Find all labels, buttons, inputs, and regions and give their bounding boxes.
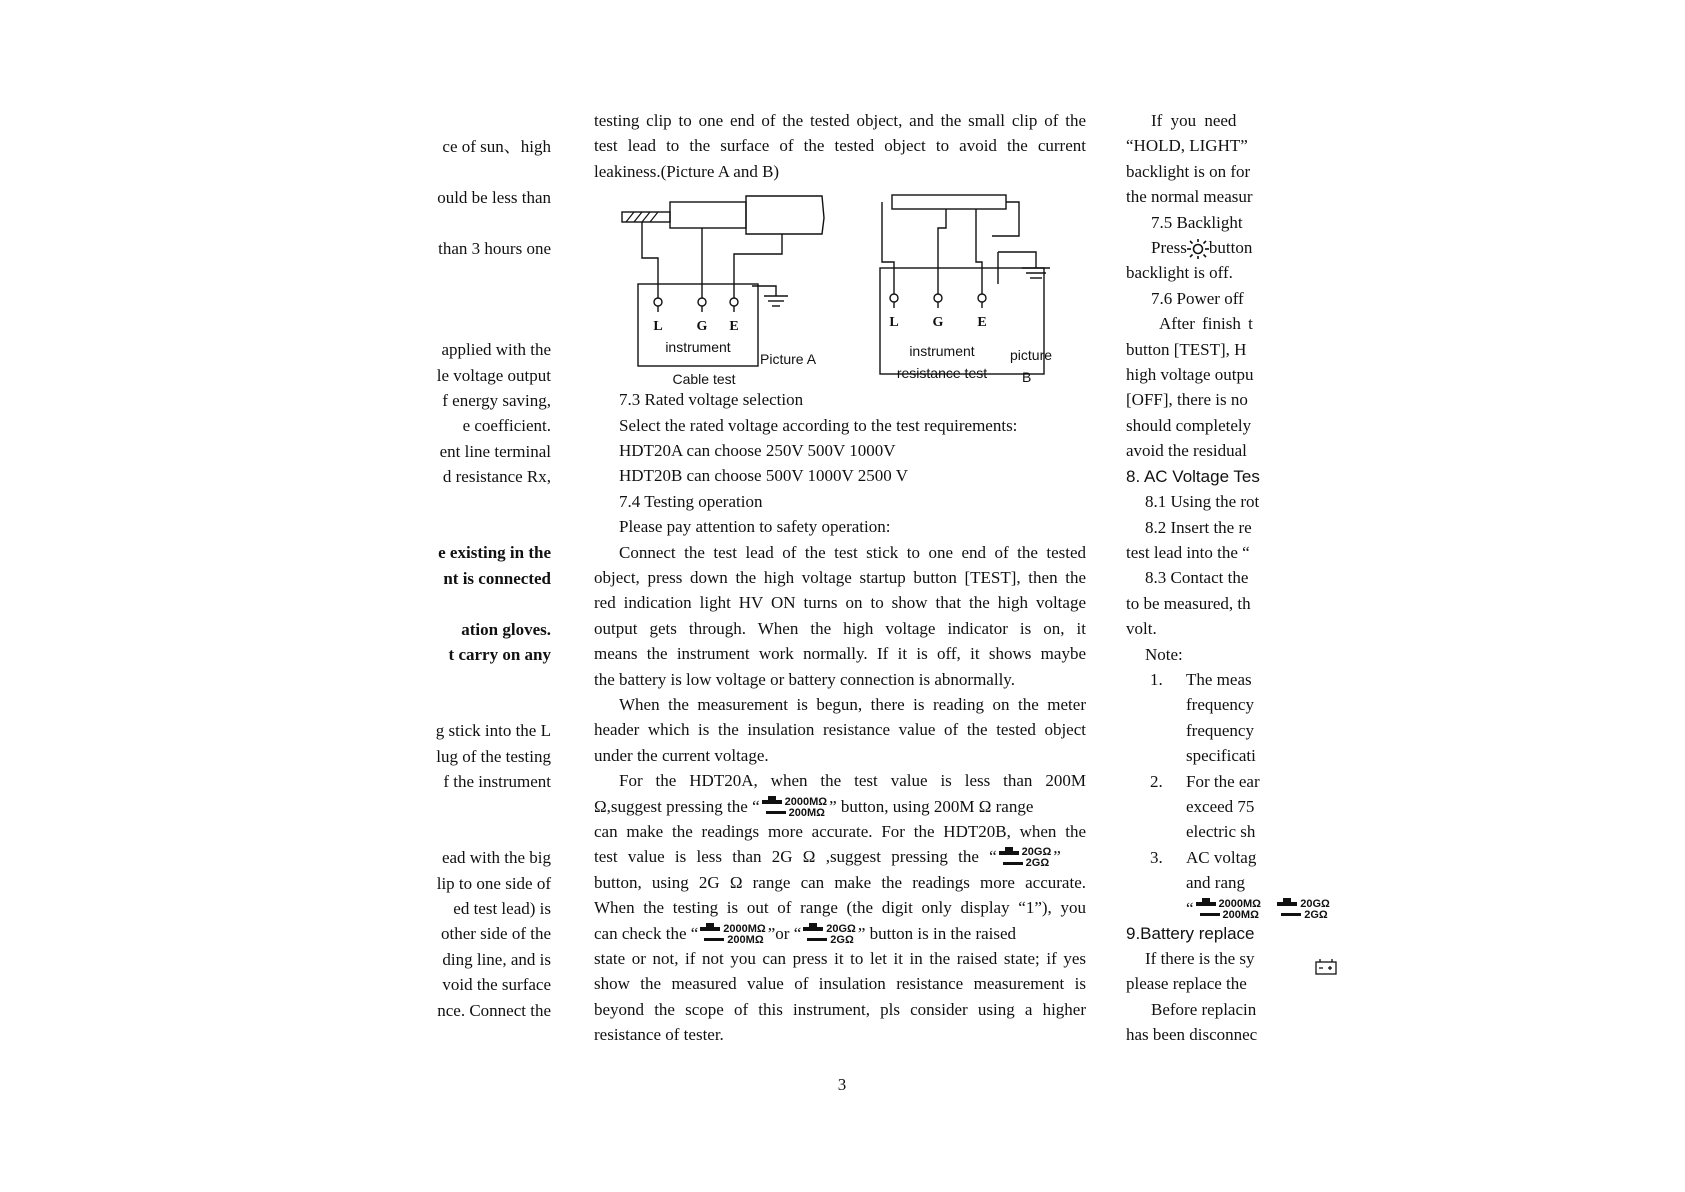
right-line: avoid the residual <box>1126 441 1247 461</box>
item-text: For the ear <box>1186 771 1260 791</box>
right-line <box>1126 235 1276 260</box>
text-fragment: Ω,suggest pressing the “ <box>594 796 760 816</box>
terminal-label: L <box>889 315 899 330</box>
instrument-label-a: instrument <box>665 339 731 355</box>
instrument-label-b: instrument <box>909 343 975 359</box>
paragraph-line: Connect the test lead of the test stick to one end of the tested <box>619 542 1086 562</box>
intro-line: test lead to the surface of the tested object to avoid the current <box>594 136 1086 156</box>
text-fragment: “ <box>1186 898 1194 918</box>
page-number: 3 <box>837 1075 847 1094</box>
backlight-sun-icon <box>1187 239 1209 259</box>
paragraph-line <box>594 921 1086 946</box>
blank-line <box>405 286 551 311</box>
right-line: After finish t <box>1159 314 1253 334</box>
btn-bottom-label: 2GΩ <box>830 933 854 946</box>
section-8-heading: 8. AC Voltage Tes <box>1126 466 1260 486</box>
blank-line <box>405 794 551 819</box>
text-fragment: ” button is in the raised <box>857 923 1017 943</box>
right-line: If there is the sy <box>1145 949 1255 968</box>
terminal-label: E <box>729 319 739 334</box>
intro-line: testing clip to one end of the tested object, and the small clip of the <box>594 111 1086 130</box>
paragraph-line: the battery is low voltage or battery connection is abnormally. <box>594 669 1015 689</box>
paragraph-line: resistance of tester. <box>594 1025 724 1045</box>
blank-line <box>405 261 551 286</box>
item-text: frequency <box>1186 695 1254 715</box>
cable-insulation <box>670 202 746 228</box>
section-7-3-line: HDT20B can choose 500V 1000V 2500 V <box>619 466 908 486</box>
item-number: 3. <box>1150 847 1163 867</box>
paragraph-line: object, press down the high voltage startup button [TEST], then the <box>594 568 1086 588</box>
range-button-icon-2g <box>803 924 856 946</box>
right-line: “HOLD, LIGHT” <box>1126 136 1248 156</box>
right-line: [OFF], there is no <box>1126 390 1248 410</box>
section-7-4-line: Please pay attention to safety operation: <box>619 517 891 537</box>
right-line: backlight is on for <box>1126 161 1251 181</box>
item-text: exceed 75 <box>1186 796 1255 816</box>
btn-top-label: 2000MΩ <box>784 795 828 808</box>
intro-line: leakiness.(Picture A and B) <box>594 161 780 181</box>
paragraph-line: header which is the insulation resistance value of the tested object <box>594 720 1086 740</box>
btn-bottom-label: 2GΩ <box>1025 857 1050 870</box>
paragraph-line: When the measurement is begun, there is reading on the meter <box>619 694 1086 714</box>
btn-bottom-label: 200MΩ <box>1222 908 1259 921</box>
paragraph-line <box>594 844 1086 869</box>
note-label: Note: <box>1145 644 1183 664</box>
terminal-label: G <box>696 319 708 334</box>
left-line: e coefficient. <box>462 416 551 436</box>
left-line: ent line terminal <box>439 441 551 461</box>
item-number: 1. <box>1150 669 1163 689</box>
blank-line <box>405 312 551 337</box>
right-line: should completely <box>1126 415 1252 435</box>
right-line: 8.1 Using the rot <box>1145 492 1260 512</box>
paragraph-line: state or not, if not you can press it to let it in the raised state; if yes <box>594 948 1086 968</box>
text-fragment: ” button, using 200M Ω range <box>829 796 1034 816</box>
left-line: lip to one side of <box>436 873 551 893</box>
section-9-heading: 9.Battery replace <box>1126 923 1255 943</box>
picture-a-label: Picture A <box>760 351 817 367</box>
range-button-icon-200m <box>700 924 765 946</box>
blank-line <box>405 820 551 845</box>
text-fragment: Press <box>1151 238 1187 258</box>
left-line: ead with the big <box>441 848 551 868</box>
right-line: backlight is off. <box>1126 263 1233 283</box>
right-line: has been disconnec <box>1126 1025 1258 1045</box>
left-line: le voltage output <box>436 365 551 385</box>
btn-bottom-label: 200MΩ <box>788 806 825 819</box>
right-line: If you need <box>1151 111 1237 130</box>
section-7-3-title: 7.3 Rated voltage selection <box>619 390 804 410</box>
item-text: electric sh <box>1186 822 1256 842</box>
left-line: void the surface <box>442 975 551 995</box>
text-fragment: test value is less than 2G Ω ,suggest pressing the “ <box>594 847 997 867</box>
section-7-3-line: HDT20A can choose 250V 500V 1000V <box>619 441 896 460</box>
range-button-icon-2g <box>1277 899 1330 921</box>
left-line: ed test lead) is <box>453 899 551 918</box>
paragraph-line: means the instrument work normally. If it is off, it shows maybe <box>594 644 1086 664</box>
terminal-label: E <box>977 315 987 330</box>
left-line: other side of the <box>441 924 551 944</box>
paragraph-line: For the HDT20A, when the test value is less than 200M <box>619 771 1086 791</box>
text-fragment: ” <box>1053 847 1061 867</box>
right-line: to be measured, th <box>1126 593 1251 613</box>
btn-top-label: 2000MΩ <box>1218 897 1261 910</box>
right-line: the normal measur <box>1126 187 1253 207</box>
blank-line <box>405 693 551 718</box>
terminal-label: L <box>653 319 663 334</box>
left-line: t carry on any <box>448 645 551 664</box>
blank-line <box>405 210 551 235</box>
left-line: f the instrument <box>443 772 551 791</box>
paragraph-line: show the measured value of insulation resistance measurement is <box>594 974 1086 994</box>
paragraph-line: button, using 2G Ω range can make the readings more accurate. <box>594 872 1086 892</box>
cable-test-caption: Cable test <box>672 371 736 387</box>
item-text: The meas <box>1186 669 1252 689</box>
wiring-diagram <box>612 188 1072 388</box>
right-line: 8.3 Contact the <box>1145 568 1249 588</box>
range-button-icon-2g <box>999 847 1052 869</box>
note-item-1 <box>1126 667 1276 692</box>
right-line: 8.2 Insert the re <box>1145 517 1252 537</box>
text-fragment: button <box>1208 238 1253 258</box>
right-line: please replace the <box>1126 974 1247 994</box>
blank-line <box>405 515 551 540</box>
paragraph-line: red indication light HV ON turns on to show that the high voltage <box>594 593 1086 613</box>
battery-icon <box>1315 958 1337 976</box>
blank-line <box>405 159 551 184</box>
right-line: Before replacin <box>1151 999 1257 1019</box>
note-item-2 <box>1126 769 1276 794</box>
paragraph-line: under the current voltage. <box>594 745 769 765</box>
left-line: nce. Connect the <box>437 1000 551 1020</box>
text-fragment: can check the “ <box>594 923 699 943</box>
picture-b-label: picture <box>1010 347 1053 363</box>
left-line: f energy saving, <box>442 390 551 410</box>
resistance-test-caption: resistance test <box>896 365 988 381</box>
btn-bottom-label: 2GΩ <box>1304 908 1328 921</box>
btn-top-label: 20GΩ <box>1300 897 1330 910</box>
cable-sheath <box>746 196 824 234</box>
btn-top-label: 20GΩ <box>1021 846 1052 859</box>
text-fragment: ”or “ <box>767 923 802 943</box>
note-item-3 <box>1126 845 1276 870</box>
item-text: frequency <box>1186 720 1254 740</box>
left-line: ation gloves. <box>461 619 551 639</box>
item-text: specificati <box>1186 746 1256 766</box>
left-line: applied with the <box>441 340 551 360</box>
paragraph-line: beyond the scope of this instrument, pls consider using a higher <box>594 999 1086 1019</box>
left-line: g stick into the L <box>435 721 551 741</box>
range-button-icon-200m <box>762 797 827 819</box>
terminal-label: G <box>932 315 944 330</box>
btn-top-label: 2000MΩ <box>723 922 766 935</box>
button-icons-line <box>1126 896 1330 921</box>
blank-line <box>405 667 551 692</box>
left-line: ce of sun、high <box>442 137 551 156</box>
right-column <box>1126 108 1330 1048</box>
left-line: ould be less than <box>437 187 551 207</box>
left-line: ding line, and is <box>442 949 551 969</box>
section-7-5-title: 7.5 Backlight <box>1151 212 1243 232</box>
paragraph-line: output gets through. When the high voltage indicator is on, it <box>594 618 1086 638</box>
paragraph-line <box>594 794 1086 819</box>
right-line: high voltage outpu <box>1126 365 1254 385</box>
tested-object-b <box>892 195 1006 209</box>
btn-bottom-label: 200MΩ <box>727 933 764 946</box>
left-line: lug of the testing <box>436 746 551 766</box>
left-line: d resistance Rx, <box>442 467 551 487</box>
blank-line <box>405 490 551 515</box>
btn-top-label: 20GΩ <box>826 922 856 935</box>
section-7-6-title: 7.6 Power off <box>1151 288 1244 308</box>
item-text: AC voltag <box>1186 847 1257 867</box>
item-text: and rang <box>1186 873 1246 893</box>
paragraph-line: When the testing is out of range (the digit only display “1”), you <box>594 898 1086 918</box>
section-7-4-title: 7.4 Testing operation <box>619 491 763 511</box>
range-button-icon-200m <box>1196 899 1261 921</box>
left-line: than 3 hours one <box>438 238 551 258</box>
paragraph-line: can make the readings more accurate. For the HDT20B, when the <box>594 821 1086 841</box>
blank-line <box>405 591 551 616</box>
section-7-3-line: Select the rated voltage according to the test requirements: <box>619 415 1018 435</box>
picture-b-letter: B <box>1022 369 1032 385</box>
left-line: e existing in the <box>438 543 551 563</box>
right-line: button [TEST], H <box>1126 339 1247 359</box>
left-column <box>405 134 551 1023</box>
right-line: volt. <box>1126 619 1157 639</box>
item-number: 2. <box>1150 771 1163 791</box>
left-line: nt is connected <box>443 568 551 588</box>
right-line: test lead into the “ <box>1126 542 1250 562</box>
